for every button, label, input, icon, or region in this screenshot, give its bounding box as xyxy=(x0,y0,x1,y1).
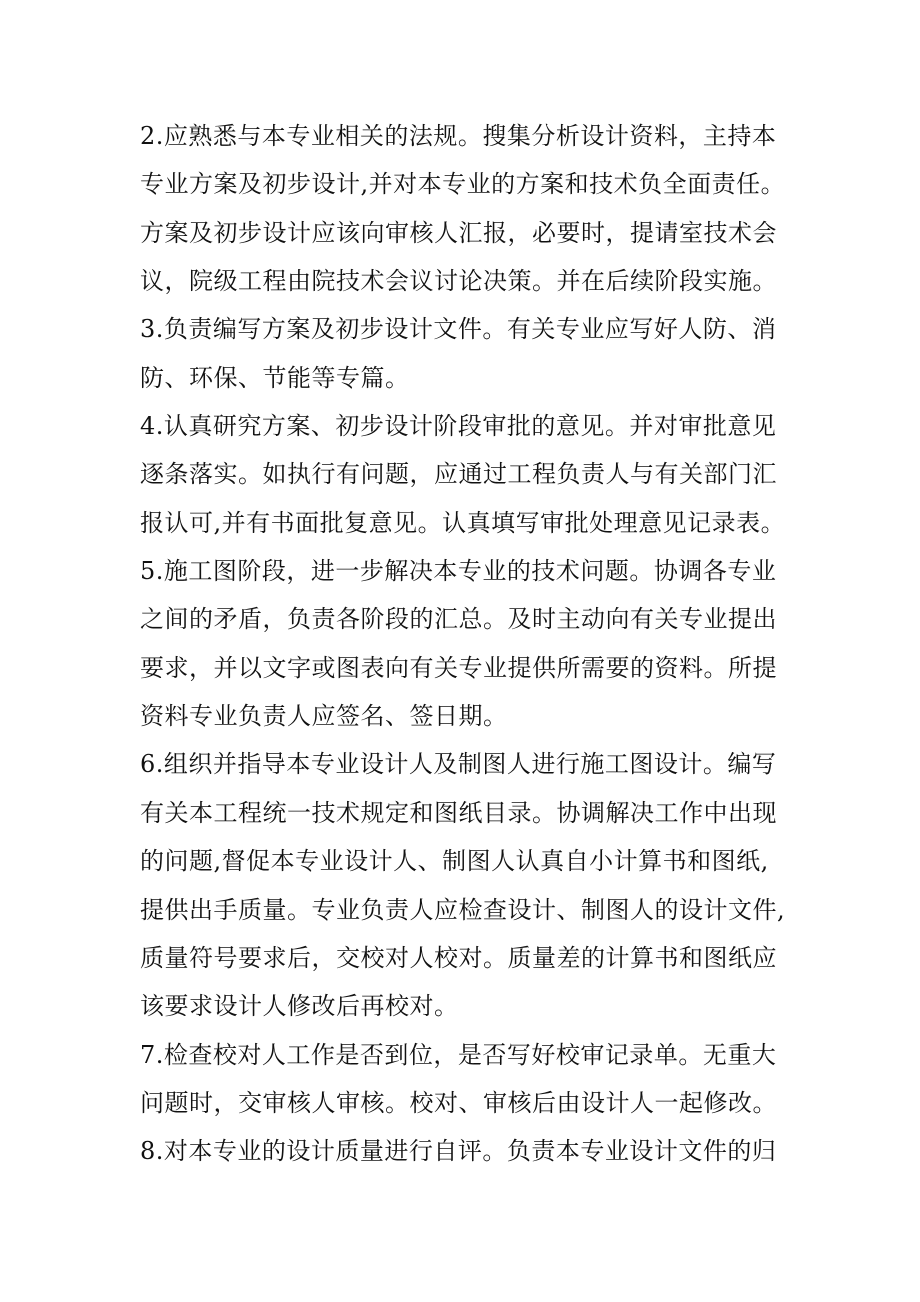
text-line: 3.负责编写方案及初步设计文件。有关专业应写好人防、消 xyxy=(140,315,777,344)
text-line: 2.应熟悉与本专业相关的法规。搜集分析设计资料，主持本 xyxy=(140,122,777,150)
text-line: 报认可,并有书面批复意见。认真填写审批处理意见记录表。 xyxy=(140,508,786,537)
document-body xyxy=(140,112,820,1176)
text-line: 资料专业负责人应签名、签日期。 xyxy=(140,702,508,731)
text-line: 方案及初步设计应该向审核人汇报，必要时，提请室技术会 xyxy=(140,218,777,247)
text-line: 该要求设计人修改后再校对。 xyxy=(140,992,459,1021)
text-line: 问题时，交审核人审核。校对、审核后由设计人一起修改。 xyxy=(140,1088,777,1117)
text-line: 专业方案及初步设计,并对本专业的方案和技术负全面责任。 xyxy=(140,170,786,199)
text-line: 的问题,督促本专业设计人、制图人认真自小计算书和图纸, xyxy=(140,847,769,876)
text-line: 议，院级工程由院技术会议讨论决策。并在后续阶段实施。 xyxy=(140,267,777,296)
text-line: 提供出手质量。专业负责人应检查设计、制图人的设计文件, xyxy=(140,895,786,924)
text-line: 8.对本专业的设计质量进行自评。负责本专业设计文件的归 xyxy=(140,1137,777,1166)
text-line: 5.施工图阶段，进一步解决本专业的技术问题。协调各专业 xyxy=(140,557,777,586)
text-line: 质量符号要求后，交校对人校对。质量差的计算书和图纸应 xyxy=(140,943,777,972)
text-line: 之间的矛盾，负责各阶段的汇总。及时主动向有关专业提出 xyxy=(140,605,777,634)
text-line: 逐条落实。如执行有问题，应通过工程负责人与有关部门汇 xyxy=(140,460,777,489)
text-line: 7.检查校对人工作是否到位，是否写好校审记录单。无重大 xyxy=(140,1040,777,1069)
text-line: 要求，并以文字或图表向有关专业提供所需要的资料。所提 xyxy=(140,653,777,682)
text-line: 6.组织并指导本专业设计人及制图人进行施工图设计。编写 xyxy=(140,750,777,779)
text-line: 4.认真研究方案、初步设计阶段审批的意见。并对审批意见 xyxy=(140,412,777,441)
text-line: 有关本工程统一技术规定和图纸目录。协调解决工作中出现 xyxy=(140,798,777,827)
text-line: 防、环保、节能等专篇。 xyxy=(140,363,410,392)
